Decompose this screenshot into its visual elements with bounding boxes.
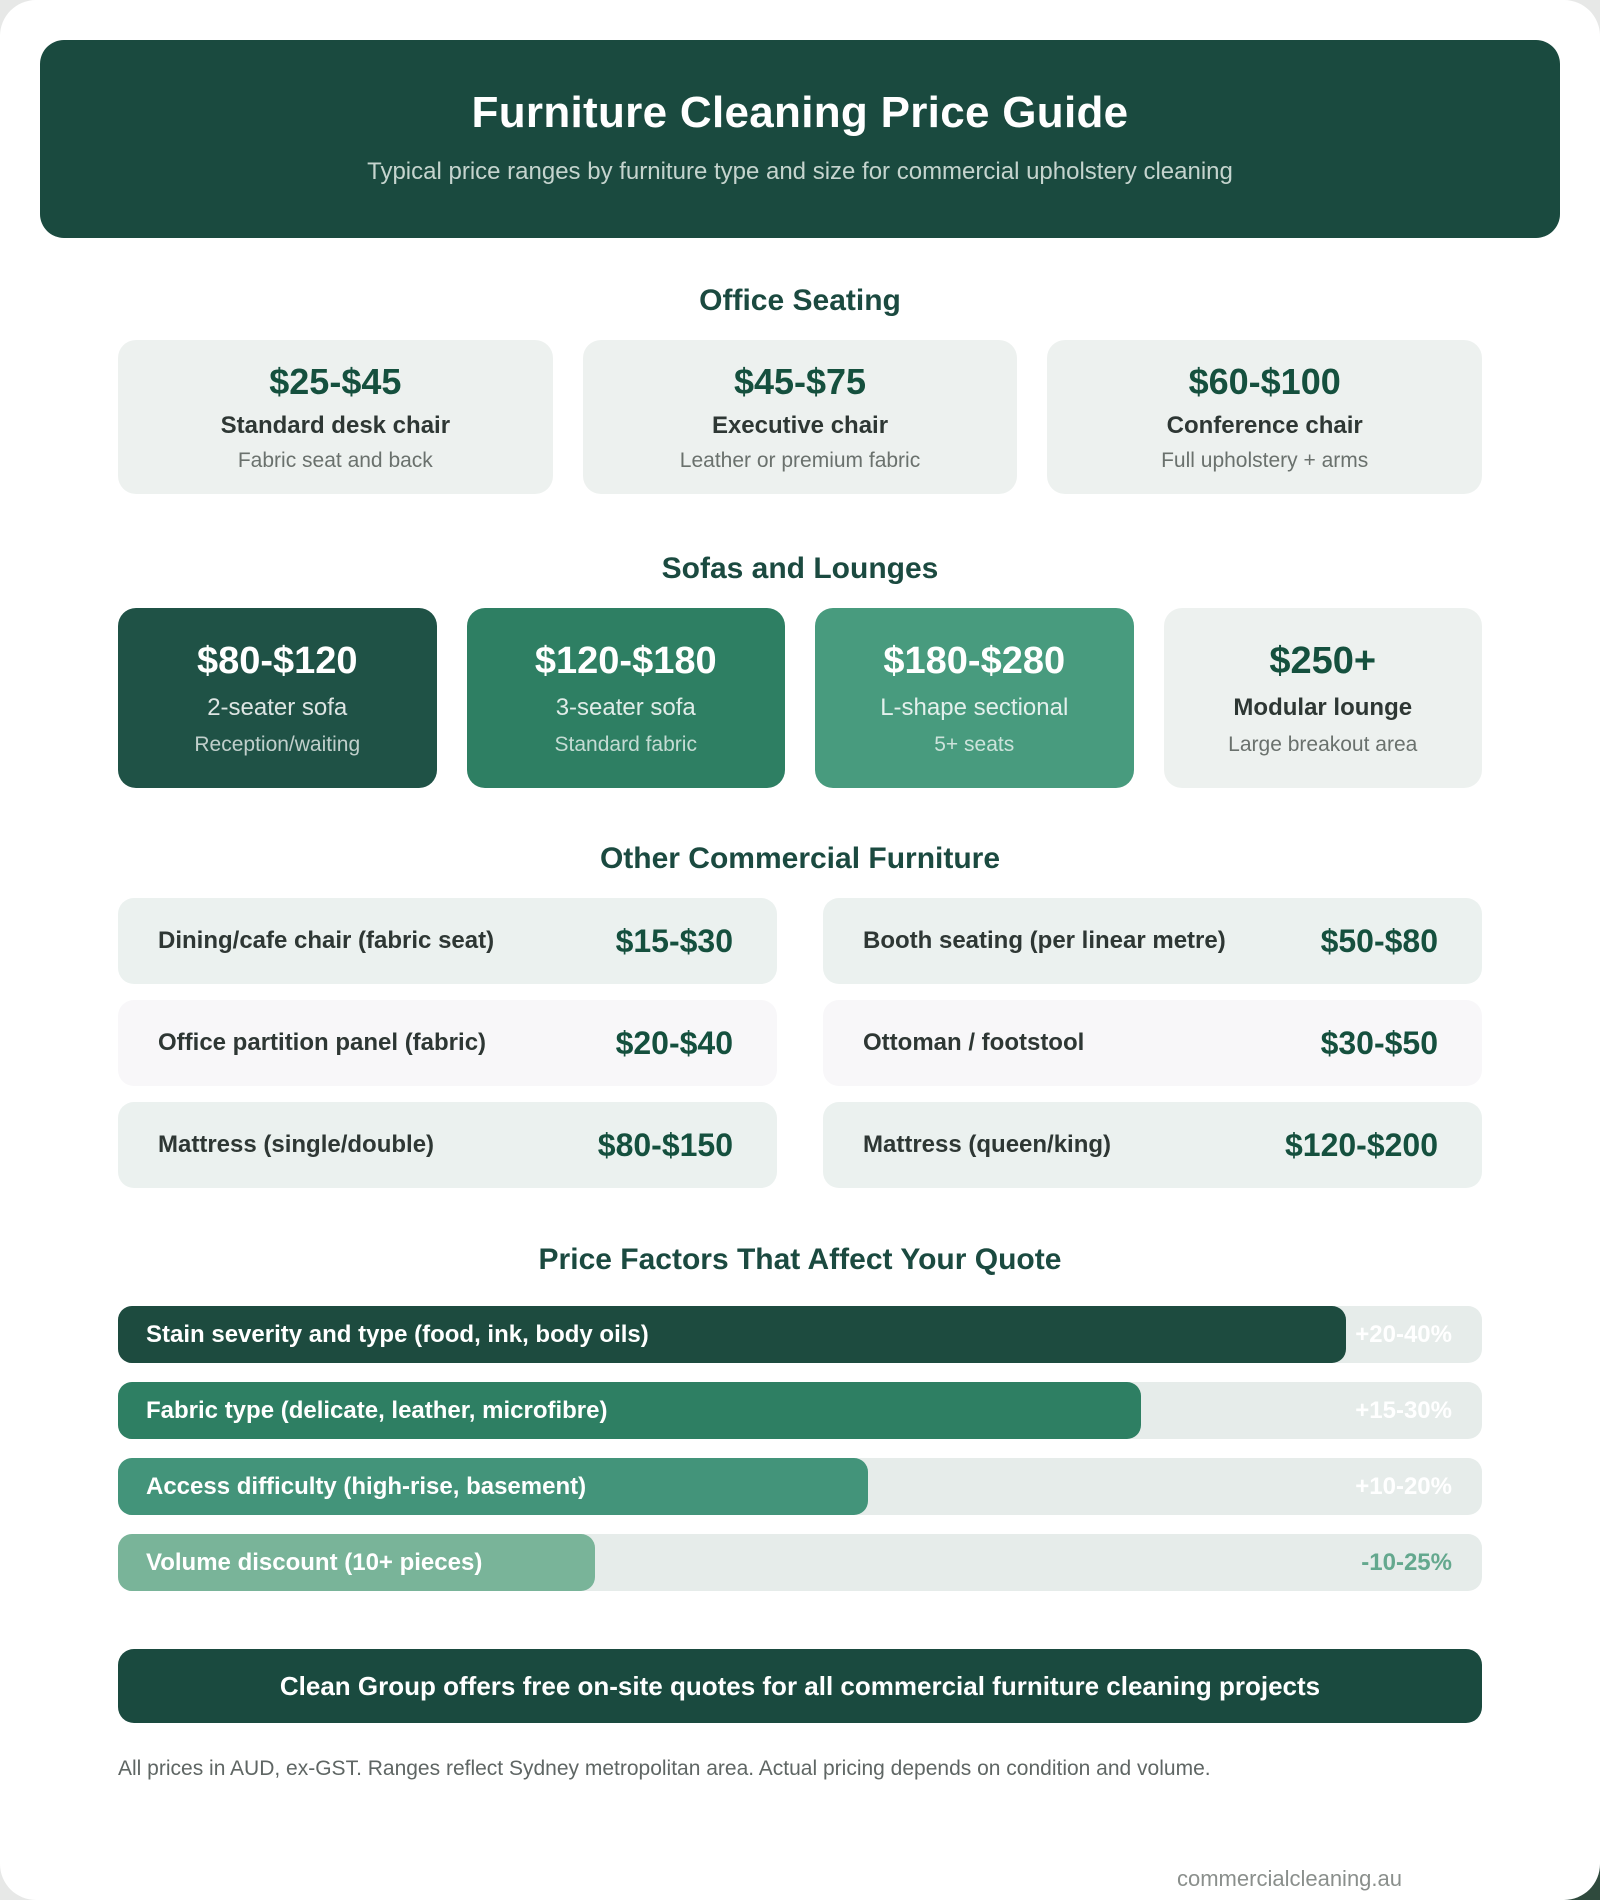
other-furniture-grid [118,898,1482,1188]
furniture-label: Booth seating (per linear metre) [863,927,1226,954]
card-price: $180-$280 [883,639,1066,682]
factor-bar-volume-discount [118,1534,1482,1591]
page-title: Furniture Cleaning Price Guide [471,88,1129,137]
section-heading-office-seating: Office Seating [699,284,901,317]
furniture-price: $80-$150 [597,1126,733,1163]
card-name: Modular lounge [1233,693,1413,721]
furniture-label: Dining/cafe chair (fabric seat) [158,927,495,954]
card-name: Executive chair [711,412,889,439]
sofa-card-modular-lounge [1164,608,1483,788]
section-heading-sofas: Sofas and Lounges [661,552,939,585]
card-price: $60-$100 [1188,361,1341,402]
factor-label: Volume discount (10+ pieces) [146,1548,483,1576]
factor-bar-stain-severity [118,1306,1482,1363]
furniture-price: $120-$200 [1284,1126,1438,1163]
office-card-standard-desk-chair [118,340,553,494]
factor-value: +20-40% [1355,1320,1452,1348]
furniture-row-ottoman [823,1000,1482,1086]
office-card-conference-chair [1047,340,1482,494]
furniture-label: Ottoman / footstool [863,1029,1085,1056]
factor-value: +10-20% [1355,1472,1452,1500]
header-banner [40,40,1560,238]
sofa-card-3-seater [467,608,786,788]
card-price: $25-$45 [269,361,402,402]
furniture-price: $30-$50 [1320,1024,1438,1061]
section-heading-price-factors: Price Factors That Affect Your Quote [538,1243,1062,1276]
furniture-row-dining-cafe-chair [118,898,777,984]
furniture-label: Mattress (queen/king) [863,1131,1112,1158]
furniture-label: Mattress (single/double) [158,1131,435,1158]
card-detail: Fabric seat and back [237,449,433,472]
card-price: $250+ [1269,639,1377,682]
factor-value: +15-30% [1355,1396,1452,1424]
card-detail: Full upholstery + arms [1161,449,1369,472]
card-name: Conference chair [1166,412,1363,439]
factor-value: -10-25% [1361,1548,1452,1576]
furniture-row-office-partition [118,1000,777,1086]
furniture-price: $15-$30 [615,922,733,959]
factor-bar-access-difficulty [118,1458,1482,1515]
card-detail: Large breakout area [1228,732,1418,756]
card-price: $80-$120 [196,639,358,682]
card-detail: Leather or premium fabric [679,449,921,472]
page-subtitle: Typical price ranges by furniture type and size for commercial upholstery cleaning [367,158,1233,185]
card-name: L-shape sectional [880,693,1069,721]
office-seating-cards [118,340,1482,494]
sofa-card-l-shape [815,608,1134,788]
factor-label: Fabric type (delicate, leather, microfibre) [146,1396,608,1424]
disclaimer-text: All prices in AUD, ex-GST. Ranges reflect Sydney metropolitan area. Actual pricing depends on condition and volume. [118,1757,1211,1780]
section-heading-other-furniture: Other Commercial Furniture [599,842,1001,875]
card-detail: 5+ seats [934,732,1015,756]
factor-label: Access difficulty (high-rise, basement) [146,1472,587,1500]
furniture-row-mattress-queen-king [823,1102,1482,1188]
cta-banner: Clean Group offers free on-site quotes for all commercial furniture cleaning projects [118,1649,1482,1723]
factor-bar-fabric-type [118,1382,1482,1439]
factor-label: Stain severity and type (food, ink, body oils) [146,1320,649,1348]
card-price: $120-$180 [534,639,717,682]
card-detail: Reception/waiting [194,732,361,756]
website-text: commercialcleaning.au [1177,1866,1402,1891]
price-factor-bars [118,1306,1482,1591]
furniture-label: Office partition panel (fabric) [158,1029,487,1056]
card-name: Standard desk chair [220,412,451,439]
furniture-row-mattress-single-double [118,1102,777,1188]
sofa-card-2-seater [118,608,437,788]
furniture-price: $50-$80 [1320,922,1438,959]
sofa-cards [118,608,1482,788]
card-name: 3-seater sofa [555,693,696,721]
furniture-price: $20-$40 [615,1024,733,1061]
furniture-row-booth-seating [823,898,1482,984]
card-name: 2-seater sofa [207,693,348,721]
card-price: $45-$75 [733,361,867,402]
card-detail: Standard fabric [554,732,697,756]
office-card-executive-chair [583,340,1018,494]
